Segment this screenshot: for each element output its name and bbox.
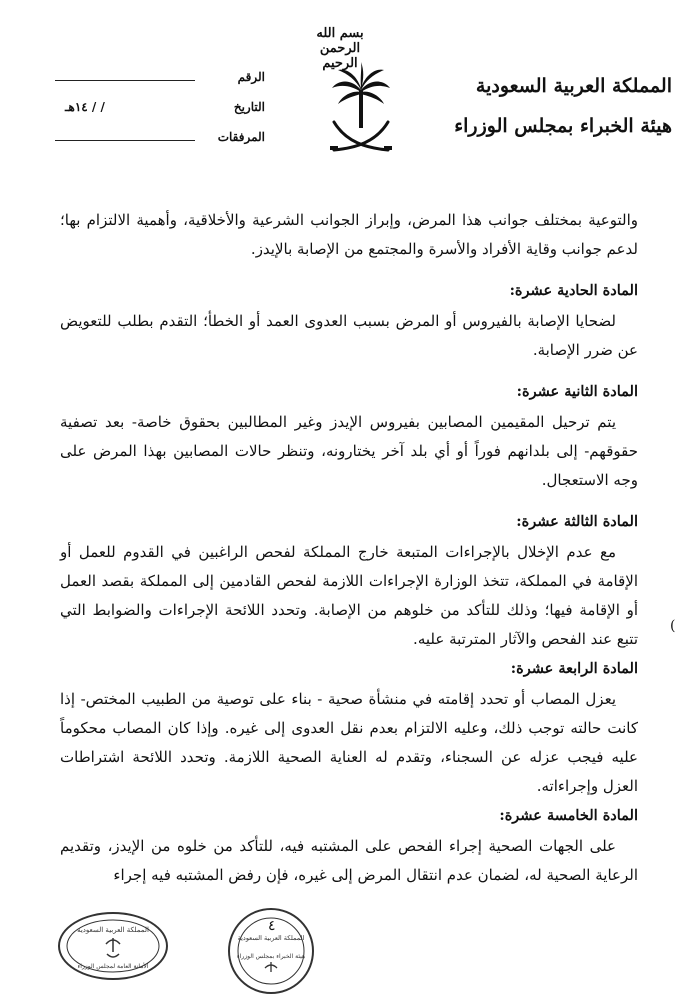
date-row (55, 100, 265, 130)
article-15-text: على الجهات الصحية إجراء الفحص على المشتبه فيه، للتأكد من خلوه من الإيدز، وتقديم الرعاية الصحية له، لضمان عدم انتقال المرض إلى غيره، فإن رفض المشتبه فيه إجراء (60, 837, 638, 884)
org-line-2: هيئة الخبراء بمجلس الوزراء (454, 115, 672, 137)
seal-emblem-icon (230, 910, 312, 992)
article-15-title: المادة الخامسة عشرة: (499, 807, 638, 824)
reference-block (55, 70, 265, 160)
page-number: ٤ (268, 918, 276, 934)
org-line-1: المملكة العربية السعودية (475, 75, 672, 97)
stamp-general-secretariat (58, 912, 168, 980)
seal-mid-text-2: هيئة الخبراء بمجلس الوزراء (236, 953, 306, 960)
attach-line (55, 140, 195, 141)
date-label: التاريخ (233, 100, 265, 114)
saudi-emblem-icon (326, 60, 396, 160)
seal-left-text-1: المملكة العربية السعودية (77, 926, 149, 934)
ref-label: الرقم (237, 70, 265, 84)
article-14-text: يعزل المصاب أو تحدد إقامته في منشأة صحية - بناء على توصية من الطبيب المختص- إذا كانت حالته توجب ذلك، وعليه الالتزام بعدم نقل العدوى إلى غيره. وإذا كان المصاب محكوماً عليه فيجب عزله عن السجناء، وتقدم له العناية الصحية اللازمة. وتحدد اللائحة اشتراطات العزل وإجراءاته. (60, 690, 638, 795)
attach-label: المرفقات (217, 130, 265, 144)
attach-row (55, 130, 265, 160)
date-format: / / ١٤هـ (65, 100, 105, 114)
article-13-title: المادة الثالثة عشرة: (516, 513, 638, 530)
article-14-title: المادة الرابعة عشرة: (510, 660, 638, 677)
article-12-title: المادة الثانية عشرة: (516, 383, 638, 400)
article-12-text: يتم ترحيل المقيمين المصابين بفيروس الإيدز وغير المطالبين بحقوق خاصة- بعد تصفية حقوقهم- إلى بلدانهم فوراً أو أي بلد آخر يختارونه، وتنظر حالات المصابين بهذا المرض على وجه الاستعجال. (60, 413, 638, 489)
seal-emblem-icon (60, 914, 166, 978)
stamp-experts-commission (228, 908, 314, 994)
article-13-text: مع عدم الإخلال بالإجراءات المتبعة خارج المملكة لفحص الراغبين في القدوم للعمل أو الإقامة في المملكة، تتخذ الوزارة الإجراءات اللازمة لفحص القادمين إلى المملكة بقصد العمل أو الإقامة فيها؛ وذلك للتأكد من خلوهم من الإصابة. وتحدد اللائحة الإجراءات والضوابط التي تتبع عند الفحص والآثار المترتبة عليه. (60, 543, 638, 648)
seal-left-text-2: الأمانة العامة لمجلس الوزراء (77, 963, 149, 970)
margin-mark: ( (670, 618, 676, 634)
article-11-text: لضحايا الإصابة بالفيروس أو المرض بسبب العدوى العمد أو الخطأ؛ التقدم بطلب للتعويض عن ضرر الإصابة. (60, 312, 638, 359)
organization-name (442, 66, 672, 146)
seal-mid-text-1: المملكة العربية السعودية (237, 934, 305, 942)
document-body (60, 206, 638, 890)
intro-paragraph: والتوعية بمختلف جوانب هذا المرض، وإبراز الجوانب الشرعية والأخلاقية، وأهمية الالتزام بها؛ لدعم جوانب وقاية الأفراد والأسرة والمجتمع من الإصابة بالإيدز. (60, 211, 638, 258)
basmala: بسم الله الرحمن الرحيم (316, 26, 364, 71)
ref-line (55, 80, 195, 81)
ref-row (55, 70, 265, 100)
article-11-title: المادة الحادية عشرة: (509, 282, 638, 299)
